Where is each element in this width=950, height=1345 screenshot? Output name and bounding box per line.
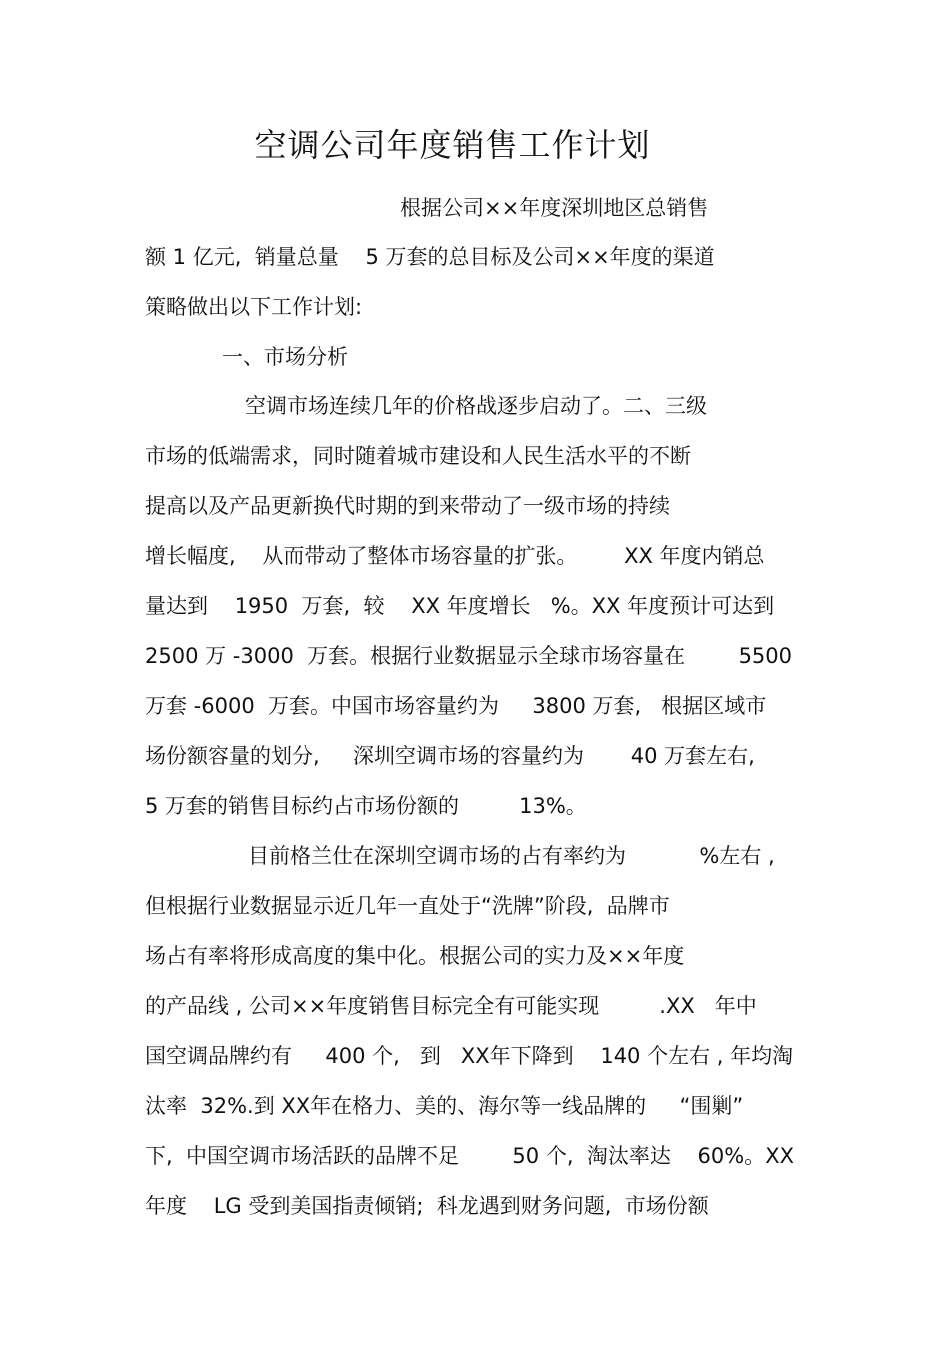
paragraph-line: 场占有率将形成高度的集中化。根据公司的实力及××年度 <box>145 944 685 968</box>
paragraph-line: 汰率 32%.到 XX年在格力、美的、海尔等一线品牌的 “围剿” <box>145 1094 744 1118</box>
paragraph-line: 下, 中国空调市场活跃的品牌不足 50 个, 淘汰率达 60%。XX <box>145 1144 794 1168</box>
paragraph-line: 场份额容量的划分, 深圳空调市场的容量约为 40 万套左右, <box>145 744 755 768</box>
paragraph-line: 量达到 1950 万套, 较 XX 年度增长 %。XX 年度预计可达到 <box>145 594 775 618</box>
section-heading: 一、市场分析 <box>222 345 348 369</box>
paragraph-line: 的产品线 , 公司××年度销售目标完全有可能实现 .XX 年中 <box>145 994 757 1018</box>
paragraph-line: 但根据行业数据显示近几年一直处于“洗牌”阶段, 品牌市 <box>145 894 670 918</box>
paragraph-line: 目前格兰仕在深圳空调市场的占有率约为 %左右 , <box>248 844 775 868</box>
document-title: 空调公司年度销售工作计划 <box>254 126 651 164</box>
paragraph-line: 国空调品牌约有 400 个, 到 XX年下降到 140 个左右 , 年均淘 <box>145 1044 794 1068</box>
paragraph-line: 5 万套的销售目标约占市场份额的 13%。 <box>145 794 587 818</box>
paragraph-line: 空调市场连续几年的价格战逐步启动了。二、三级 <box>245 394 707 418</box>
paragraph-line: 年度 LG 受到美国指责倾销; 科龙遇到财务问题, 市场份额 <box>145 1194 709 1218</box>
paragraph-line: 策略做出以下工作计划: <box>145 295 363 319</box>
paragraph-line: 增长幅度, 从而带动了整体市场容量的扩张。 XX 年度内销总 <box>145 544 765 568</box>
paragraph-line: 万套 -6000 万套。中国市场容量约为 3800 万套, 根据区域市 <box>145 694 767 718</box>
paragraph-line: 额 1 亿元, 销量总量 5 万套的总目标及公司××年度的渠道 <box>145 245 715 269</box>
paragraph-line: 2500 万 -3000 万套。根据行业数据显示全球市场容量在 5500 <box>145 644 793 668</box>
paragraph-line: 市场的低端需求，同时随着城市建设和人民生活水平的不断 <box>145 444 691 468</box>
paragraph-line: 根据公司××年度深圳地区总销售 <box>400 196 709 220</box>
paragraph-line: 提高以及产品更新换代时期的到来带动了一级市场的持续 <box>145 494 670 518</box>
